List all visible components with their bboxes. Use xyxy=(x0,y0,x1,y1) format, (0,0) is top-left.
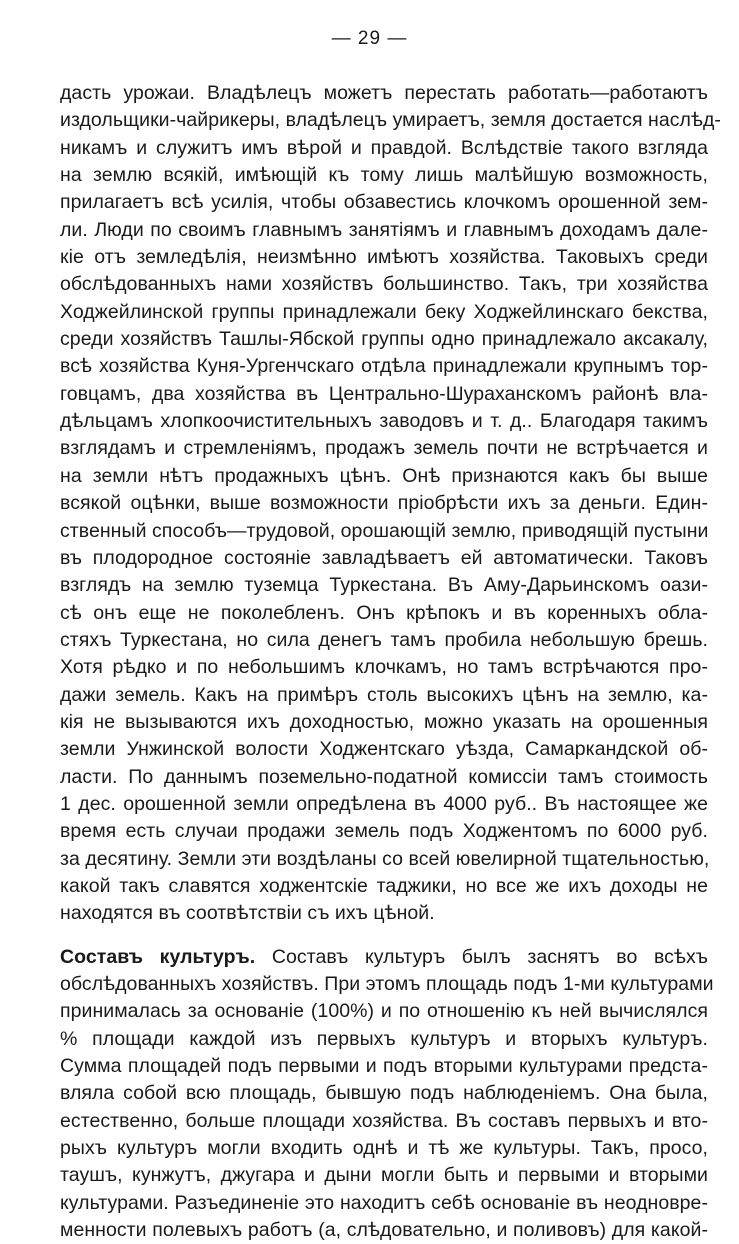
text-line: % площади каждой изъ первыхъ культуръ и вторыхъ культуръ. xyxy=(60,1027,708,1050)
paragraph-2-first-line-text: Составъ культуръ былъ заснятъ во всѣхъ xyxy=(255,945,708,968)
text-line: 1 дес. орошенной земли опредѣлена въ 4000 руб.. Въ настоящее же xyxy=(60,792,708,815)
text-line: менности полевыхъ работъ (а, слѣдовательно, и поливовъ) для какой- xyxy=(60,1219,708,1242)
text-line: обслѣдованныхъ хозяйствъ. При этомъ площадь подъ 1-ми культурами xyxy=(60,973,714,995)
text-line: Хотя рѣдко и по небольшимъ клочкамъ, но тамъ встрѣчаются про- xyxy=(60,656,708,679)
text-line: на землю всякій, имѣющій къ тому лишь малѣйшую возможность, xyxy=(60,164,708,187)
text-line: издольщики-чайрикеры, владѣлецъ умираетъ, земля достается наслѣд- xyxy=(60,109,721,132)
text-line: дажи земель. Какъ на примѣръ столь высокихъ цѣнъ на землю, ка- xyxy=(60,683,708,706)
text-line: земли Унжинской волости Ходжентскаго уѣзда, Самаркандской об- xyxy=(60,738,708,761)
text-line: культурами. Разъединеніе это находитъ себѣ основаніе въ неодновре- xyxy=(60,1191,708,1214)
text-line: за десятину. Земли эти воздѣланы со всей ювелирной тщательностью, xyxy=(60,847,710,870)
text-line: никамъ и служитъ имъ вѣрой и правдой. Вслѣдствіе такого взгляда xyxy=(60,136,708,159)
text-line: ли. Люди по своимъ главнымъ занятіямъ и главнымъ доходамъ дале- xyxy=(60,218,708,241)
text-line: таушъ, кунжутъ, джугара и дыни могли быть и первыми и вторыми xyxy=(60,1164,708,1187)
text-line: рыхъ культуръ могли входить однѣ и тѣ же культуры. Такъ, просо, xyxy=(60,1137,708,1160)
text-line: говцамъ, два хозяйства въ Центрально-Шураханскомъ районѣ вла- xyxy=(60,382,708,405)
text-line: ственный способъ—трудовой, орошающій землю, приводящій пустыни xyxy=(60,519,709,542)
text-line: дасть урожаи. Владѣлецъ можетъ перестать работать—работаютъ xyxy=(60,82,708,104)
text-line: время есть случаи продажи земель подъ Ходжентомъ по 6000 руб. xyxy=(60,820,708,843)
text-line: прилагаетъ всѣ усилія, чтобы обзавестись клочкомъ орошенной зем- xyxy=(60,191,708,214)
paragraph-gap xyxy=(60,928,708,944)
text-line: всякой оцѣнки, выше возможности пріобрѣсти ихъ за деньги. Един- xyxy=(60,492,708,515)
text-line: дѣльцамъ хлопкоочистительныхъ заводовъ и т. д.. Благодаря такимъ xyxy=(60,410,708,433)
text-line: какой такъ славятся ходжентскіе таджики, но все же ихъ доходы не xyxy=(60,874,708,897)
text-line: обслѣдованныхъ нами хозяйствъ большинство. Такъ, три хозяйства xyxy=(60,273,708,296)
text-line: на земли нѣтъ продажныхъ цѣнъ. Онѣ признаются какъ бы выше xyxy=(60,464,708,487)
text-line: сѣ онъ еще не поколебленъ. Онъ крѣпокъ и въ коренныхъ обла- xyxy=(60,601,708,624)
text-line: взглядамъ и стремленіямъ, продажъ земель почти не встрѣчается и xyxy=(60,437,708,460)
text-line: принималась за основаніе (100%) и по отношенію къ ней вычислялся xyxy=(60,1000,708,1023)
paragraph-2-first-line xyxy=(60,944,708,971)
text-line: стяхъ Туркестана, но сила денегъ тамъ пробила небольшую брешь. xyxy=(60,628,708,651)
text-line: кія не вызываются ихъ доходностью, можно указать на орошенныя xyxy=(60,710,708,733)
text-line: ласти. По даннымъ поземельно-податной комиссіи тамъ стоимость xyxy=(60,765,708,788)
text-line: взглядъ на землю туземца Туркестана. Въ Аму-Дарьинскомъ оази- xyxy=(60,574,708,597)
text-line: естественно, больше площади хозяйства. Въ составъ первыхъ и вто- xyxy=(60,1109,708,1132)
text-line: находятся въ соотвѣтствіи съ ихъ цѣной. xyxy=(60,902,435,925)
text-line: среди хозяйствъ Ташлы-Ябской группы одно принадлежало аксакалу, xyxy=(60,328,708,351)
text-line: Сумма площадей подъ первыми и подъ вторыми культурами предста- xyxy=(60,1055,708,1078)
section-heading: Составъ культуръ. xyxy=(60,945,256,968)
text-line: вляла собой всю площадь, бывшую подъ наблюденіемъ. Она была, xyxy=(60,1082,708,1105)
paragraph-2 xyxy=(60,944,714,1244)
text-line: кіе отъ земледѣлія, неизмѣнно имѣютъ хозяйства. Таковыхъ среди xyxy=(60,246,708,269)
text-line: Ходжейлинской группы принадлежали беку Ходжейлинскаго бекства, xyxy=(60,300,708,323)
body-text xyxy=(60,80,721,1244)
text-line: въ плодородное состояніе завладѣваетъ ей автоматически. Таковъ xyxy=(60,546,708,569)
page-number: — 29 — xyxy=(331,28,408,49)
text-line: всѣ хозяйства Куня-Ургенчскаго отдѣла принадлежали крупнымъ тор- xyxy=(60,355,708,378)
paragraph-1 xyxy=(60,80,721,928)
